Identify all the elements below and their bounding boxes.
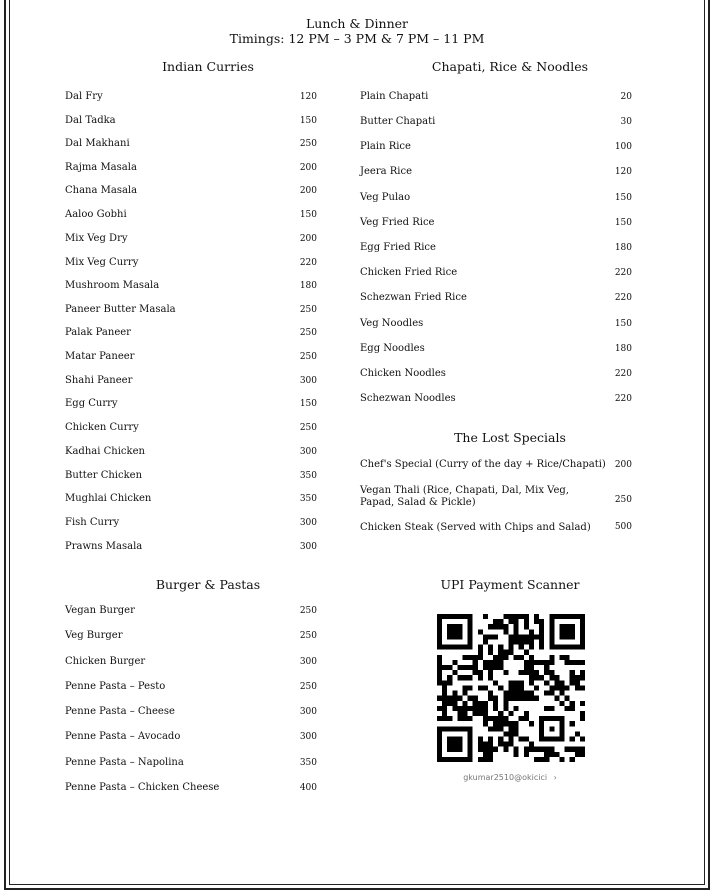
menu-item-name: Veg Burger bbox=[65, 630, 123, 641]
section-title-specials: The Lost Specials bbox=[454, 430, 566, 445]
menu-item-price: 200 bbox=[299, 163, 317, 173]
menu-item-price: 300 bbox=[299, 376, 317, 386]
timings-label: Timings: 12 PM – 3 PM & 7 PM – 11 PM bbox=[229, 31, 485, 46]
menu-item-price: 350 bbox=[299, 758, 317, 768]
menu-item-price: 300 bbox=[299, 657, 317, 667]
menu-item-price: 300 bbox=[299, 732, 317, 742]
menu-item-price: 300 bbox=[299, 542, 317, 552]
menu-item-name: Dal Fry bbox=[65, 91, 103, 102]
menu-item-name: Chicken Noodles bbox=[360, 368, 446, 379]
menu-item-name: Butter Chicken bbox=[65, 470, 143, 481]
menu-item-name: Chicken Burger bbox=[65, 656, 146, 667]
menu-item-name: Chana Masala bbox=[65, 185, 138, 196]
menu-item-name: Schezwan Fried Rice bbox=[360, 292, 467, 303]
menu-item-name: Prawns Masala bbox=[65, 541, 143, 552]
menu-item-price: 100 bbox=[614, 142, 632, 152]
menu-item-price: 250 bbox=[299, 423, 317, 433]
menu-item-name: Mushroom Masala bbox=[65, 280, 160, 291]
menu-item-price: 150 bbox=[614, 319, 632, 329]
menu-item-price: 200 bbox=[299, 186, 317, 196]
menu-item-price: 250 bbox=[299, 352, 317, 362]
menu-item-price: 20 bbox=[620, 92, 632, 102]
chevron-right-icon: › bbox=[553, 773, 557, 782]
menu-item-name: Fish Curry bbox=[65, 517, 120, 528]
menu-item-name: Veg Pulao bbox=[360, 192, 411, 203]
menu-item-price: 300 bbox=[299, 447, 317, 457]
menu-item-name: Egg Curry bbox=[65, 398, 118, 409]
menu-item-price: 180 bbox=[299, 281, 317, 291]
menu-item-name: Chicken Curry bbox=[65, 422, 139, 433]
menu-item-name: Chicken Fried Rice bbox=[360, 267, 458, 278]
menu-item-price: 180 bbox=[614, 243, 632, 253]
qr-code-icon[interactable] bbox=[437, 614, 585, 762]
menu-item-price: 220 bbox=[614, 394, 632, 404]
menu-item-price: 150 bbox=[299, 116, 317, 126]
menu-item-price: 120 bbox=[299, 92, 317, 102]
menu-item-price: 250 bbox=[299, 682, 317, 692]
menu-item-price: 200 bbox=[614, 460, 632, 470]
menu-item-name: Vegan Burger bbox=[65, 605, 135, 616]
menu-item-name: Shahi Paneer bbox=[65, 375, 133, 386]
menu-item-price: 180 bbox=[614, 344, 632, 354]
page-border-inner bbox=[9, 0, 705, 885]
menu-item-price: 300 bbox=[299, 707, 317, 717]
menu-item-name: Egg Noodles bbox=[360, 343, 425, 354]
menu-item-price: 200 bbox=[299, 234, 317, 244]
menu-item-name: Penne Pasta – Avocado bbox=[65, 731, 181, 742]
meal-label: Lunch & Dinner bbox=[305, 16, 409, 31]
menu-item-price: 220 bbox=[614, 293, 632, 303]
menu-item-price: 250 bbox=[299, 328, 317, 338]
menu-item-price: 220 bbox=[299, 258, 317, 268]
menu-item-price: 300 bbox=[299, 518, 317, 528]
menu-item-name: Rajma Masala bbox=[65, 162, 137, 173]
menu-item-name: Plain Chapati bbox=[360, 91, 429, 102]
menu-item-price: 250 bbox=[299, 631, 317, 641]
menu-item-price: 150 bbox=[614, 218, 632, 228]
menu-item-name: Schezwan Noodles bbox=[360, 393, 456, 404]
menu-item-name: Matar Paneer bbox=[65, 351, 135, 362]
menu-item-price: 400 bbox=[299, 783, 317, 793]
section-title-indian-curries: Indian Curries bbox=[162, 59, 254, 74]
menu-item-price: 250 bbox=[614, 495, 632, 505]
menu-item-price: 150 bbox=[299, 399, 317, 409]
menu-item-name: Mughlai Chicken bbox=[65, 493, 152, 504]
menu-item-price: 150 bbox=[299, 210, 317, 220]
menu-item-name: Dal Tadka bbox=[65, 115, 116, 126]
menu-item-name: Chicken Steak (Served with Chips and Salad) bbox=[360, 522, 591, 533]
menu-item-name: Palak Paneer bbox=[65, 327, 131, 338]
menu-item-price: 250 bbox=[299, 606, 317, 616]
menu-item-name: Egg Fried Rice bbox=[360, 242, 436, 253]
menu-item-name: Paneer Butter Masala bbox=[65, 304, 176, 315]
menu-item-name: Plain Rice bbox=[360, 141, 411, 152]
section-title-burgers-pastas: Burger & Pastas bbox=[155, 577, 261, 592]
menu-item-price: 120 bbox=[614, 167, 632, 177]
section-title-chapati-rice-noodles: Chapati, Rice & Noodles bbox=[431, 59, 589, 74]
upi-id: gkumar2510@okicici bbox=[463, 773, 548, 782]
menu-item-name: Dal Makhani bbox=[65, 138, 130, 149]
menu-item-name: Chef's Special (Curry of the day + Rice/Chapati) bbox=[360, 459, 606, 470]
menu-item-price: 220 bbox=[614, 268, 632, 278]
menu-item-name: Jeera Rice bbox=[360, 166, 413, 177]
menu-item-name: Penne Pasta – Napolina bbox=[65, 757, 184, 768]
menu-item-price: 350 bbox=[299, 494, 317, 504]
menu-item-price: 350 bbox=[299, 471, 317, 481]
menu-item-name: Mix Veg Curry bbox=[65, 257, 139, 268]
menu-item-name: Penne Pasta – Chicken Cheese bbox=[65, 782, 220, 793]
menu-item-price: 250 bbox=[299, 305, 317, 315]
menu-item-name: Kadhai Chicken bbox=[65, 446, 145, 457]
menu-item-name: Veg Noodles bbox=[360, 318, 424, 329]
menu-item-price: 150 bbox=[614, 193, 632, 203]
section-title-upi: UPI Payment Scanner bbox=[440, 577, 580, 592]
menu-item-name: Vegan Thali (Rice, Chapati, Dal, Mix Veg, Papad, Salad & Pickle) bbox=[360, 485, 569, 508]
upi-id-row[interactable] bbox=[425, 773, 595, 782]
menu-item-name: Mix Veg Dry bbox=[65, 233, 128, 244]
menu-item-price: 220 bbox=[614, 369, 632, 379]
menu-item-price: 500 bbox=[614, 522, 632, 532]
menu-item-name: Penne Pasta – Pesto bbox=[65, 681, 166, 692]
menu-item-name: Butter Chapati bbox=[360, 116, 436, 127]
menu-header bbox=[0, 16, 714, 46]
menu-item-name: Penne Pasta – Cheese bbox=[65, 706, 175, 717]
menu-item-price: 30 bbox=[620, 117, 632, 127]
menu-item-price: 250 bbox=[299, 139, 317, 149]
menu-item-name: Aaloo Gobhi bbox=[65, 209, 127, 220]
menu-item-name: Veg Fried Rice bbox=[360, 217, 435, 228]
